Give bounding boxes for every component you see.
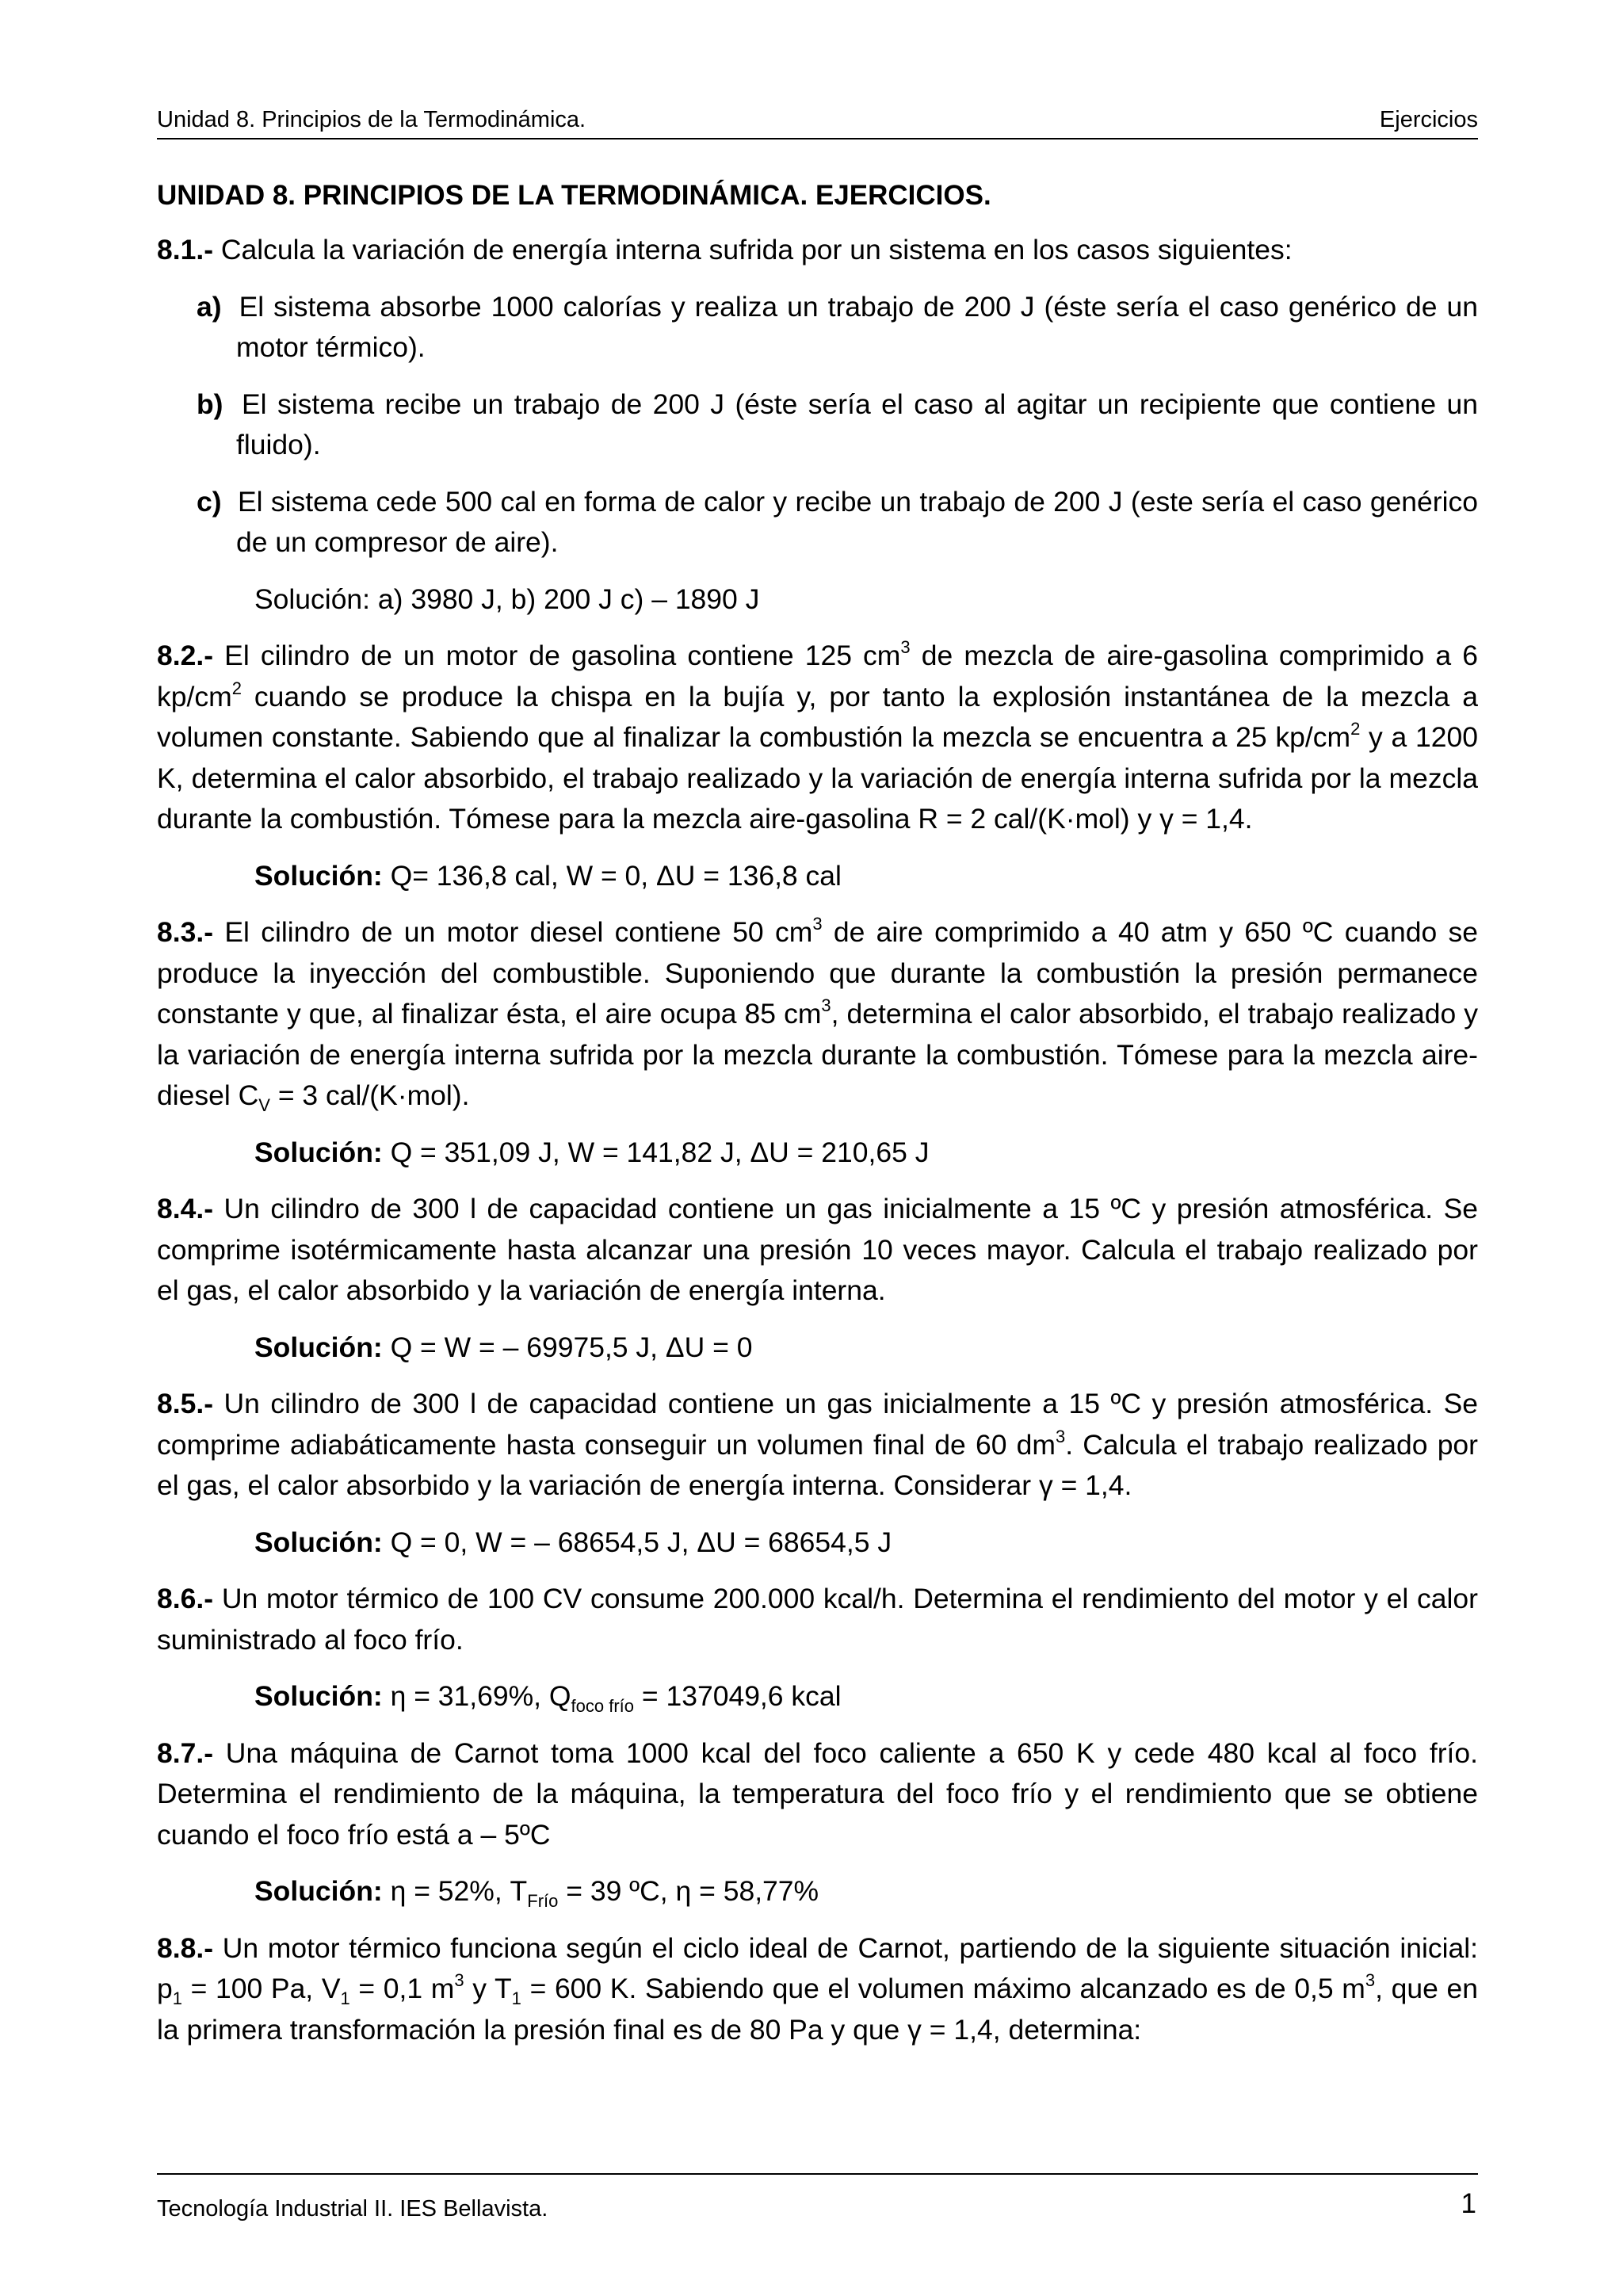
solution-label: Solución: (254, 1680, 383, 1712)
item-letter: a) (197, 290, 222, 323)
solution-text: Q = 0, W = – 68654,5 J, ΔU = 68654,5 J (382, 1526, 892, 1558)
superscript: 2 (1350, 719, 1361, 739)
problem-number: 8.2.- (157, 640, 214, 671)
problem-text: = 100 Pa, V (182, 1973, 341, 2004)
subscript: foco frío (571, 1696, 635, 1716)
problem-8-1-item-a (157, 287, 1478, 369)
problem-text: y a 1200 K, determina el calor absorbido, el trabajo realizado y la variación de energía interna sufrida por la mezcla durante la combustión. Tómese para la mezcla aire-gasolina R = 2 cal/(K·mol) y γ = 1,4. (157, 721, 1478, 835)
problem-text: y T (464, 1973, 512, 2004)
subscript: 1 (340, 1988, 350, 2008)
problem-text: El cilindro de un motor diesel contiene 50 cm (213, 916, 813, 948)
footer-left: Tecnología Industrial II. IES Bellavista. (157, 2196, 548, 2222)
page-header (157, 103, 1478, 139)
problem-8-4-solution (157, 1328, 1478, 1369)
superscript: 3 (1365, 1970, 1376, 1990)
subscript: 1 (172, 1988, 182, 2008)
problem-8-2-solution (157, 856, 1478, 897)
solution-label: Solución: (254, 1331, 383, 1363)
problem-text: Un motor térmico funciona según el ciclo ideal de Carnot, partiendo de la siguiente situación inicial: p (157, 1931, 1478, 2004)
problem-number: 8.7.- (157, 1736, 214, 1769)
problem-number: 8.5.- (157, 1388, 214, 1419)
solution-text: = 137049,6 kcal (634, 1680, 842, 1712)
solution-text: Q = 351,09 J, W = 141,82 J, ΔU = 210,65 J (382, 1136, 930, 1168)
solution-label: Solución: (254, 859, 383, 892)
problem-8-1 (157, 230, 1478, 271)
superscript: 3 (821, 995, 831, 1015)
document-body (157, 176, 1478, 2066)
problem-text: de mezcla de aire-gasolina comprimido a 6 kp/cm (157, 640, 1479, 712)
problem-text: Una máquina de Carnot toma 1000 kcal del foco caliente a 650 K y cede 480 kcal al foco frío. Determina el rendimiento de la máquina, la temperatura del foco frío y el rendimiento que se obtiene cuando el foco frío está a – 5ºC (157, 1736, 1478, 1851)
problem-text: cuando se produce la chispa en la bujía y, por tanto la explosión instantánea de la mezcla a volumen constante. Sabiendo que al finalizar la combustión la mezcla se encuentra a 25 kp/cm (157, 680, 1478, 753)
problem-number: 8.3.- (157, 916, 214, 948)
superscript: 3 (900, 637, 911, 657)
item-text: El sistema absorbe 1000 calorías y realiza un trabajo de 200 J (éste sería el caso genérico de un motor térmico). (236, 290, 1478, 363)
problem-8-1-solution: Solución: a) 3980 J, b) 200 J c) – 1890 J (254, 583, 760, 615)
item-letter: c) (197, 485, 222, 518)
item-text: El sistema cede 500 cal en forma de calor y recibe un trabajo de 200 J (este sería el caso genérico de un compresor de aire). (236, 485, 1478, 558)
problem-text: , que en la primera transformación la presión final es de 80 Pa y que γ = 1,4, determina: (157, 1973, 1478, 2046)
item-text: El sistema recibe un trabajo de 200 J (éste sería el caso al agitar un recipiente que contiene un fluido). (236, 388, 1478, 460)
page-footer (157, 2173, 1478, 2222)
problem-8-3 (157, 912, 1478, 1117)
problem-text: = 3 cal/(K·mol). (269, 1079, 470, 1111)
solution-text: η = 52%, T (382, 1875, 528, 1907)
solution-text: = 39 ºC, η = 58,77% (558, 1875, 819, 1907)
document-title: UNIDAD 8. PRINCIPIOS DE LA TERMODINÁMICA. EJERCICIOS. (157, 180, 991, 211)
solution-label: Solución: (254, 1875, 383, 1907)
problem-text: . Calcula el trabajo realizado por el gas, el calor absorbido y la variación de energía interna. Considerar γ = 1,4. (157, 1428, 1478, 1501)
superscript: 3 (812, 914, 823, 934)
problem-8-6 (157, 1579, 1478, 1660)
problem-number: 8.4.- (157, 1193, 214, 1224)
solution-text: Q= 136,8 cal, W = 0, ΔU = 136,8 cal (382, 859, 842, 892)
problem-number: 8.1.- (157, 234, 214, 266)
superscript: 2 (231, 678, 242, 698)
solution-label: Solución: (254, 1136, 383, 1168)
problem-8-4 (157, 1189, 1478, 1312)
problem-8-2 (157, 636, 1478, 840)
problem-8-7 (157, 1733, 1478, 1856)
subscript: V (258, 1095, 270, 1115)
problem-8-7-solution (157, 1871, 1478, 1912)
subscript: 1 (511, 1988, 521, 2008)
solution-text: Q = W = – 69975,5 J, ΔU = 0 (382, 1331, 753, 1363)
page-number: 1 (1461, 2188, 1476, 2219)
problem-text: Un cilindro de 300 l de capacidad contiene un gas inicialmente a 15 ºC y presión atmosférica. Se comprime adiabáticamente hasta conseguir un volumen final de 60 dm (157, 1388, 1478, 1461)
problem-text: = 0,1 m (349, 1973, 455, 2004)
problem-text: de aire comprimido a 40 atm y 650 ºC cuando se produce la inyección del combustible. Suponiendo que durante la combustión la presión permanece constante y que, al finalizar ésta, el aire ocupa 85 cm (157, 916, 1479, 1030)
problem-8-5 (157, 1384, 1478, 1507)
problem-text: , determina el calor absorbido, el trabajo realizado y la variación de energía interna sufrida por la mezcla durante la combustión. Tómese para la mezcla aire-diesel C (157, 998, 1478, 1111)
problem-text: Calcula la variación de energía interna sufrida por un sistema en los casos siguientes: (213, 234, 1293, 266)
header-left: Unidad 8. Principios de la Termodinámica. (157, 107, 586, 132)
problem-8-1-item-c (157, 482, 1478, 563)
problem-text: = 600 K. Sabiendo que el volumen máximo alcanzado es de 0,5 m (521, 1973, 1365, 2004)
solution-text: η = 31,69%, Q (382, 1680, 571, 1712)
problem-8-3-solution (157, 1133, 1478, 1174)
problem-number: 8.8.- (157, 1931, 214, 1964)
superscript: 3 (1055, 1426, 1066, 1446)
subscript: Frío (527, 1891, 559, 1911)
problem-8-5-solution (157, 1522, 1478, 1564)
problem-text: Un motor térmico de 100 CV consume 200.000 kcal/h. Determina el rendimiento del motor y el calor suministrado al foco frío. (157, 1583, 1478, 1656)
problem-8-8 (157, 1928, 1478, 2051)
solution-label: Solución: (254, 1526, 383, 1558)
header-right: Ejercicios (1379, 107, 1478, 132)
problem-8-1-item-b (157, 384, 1478, 466)
problem-number: 8.6.- (157, 1583, 214, 1614)
item-letter: b) (197, 388, 223, 420)
superscript: 3 (454, 1970, 464, 1990)
problem-text: El cilindro de un motor de gasolina contiene 125 cm (213, 640, 901, 671)
problem-text: Un cilindro de 300 l de capacidad contiene un gas inicialmente a 15 ºC y presión atmosférica. Se comprime isotérmicamente hasta alcanzar una presión 10 veces mayor. Calcula el trabajo realizado por el gas, el calor absorbido y la variación de energía interna. (157, 1193, 1478, 1306)
problem-8-6-solution (157, 1676, 1478, 1717)
